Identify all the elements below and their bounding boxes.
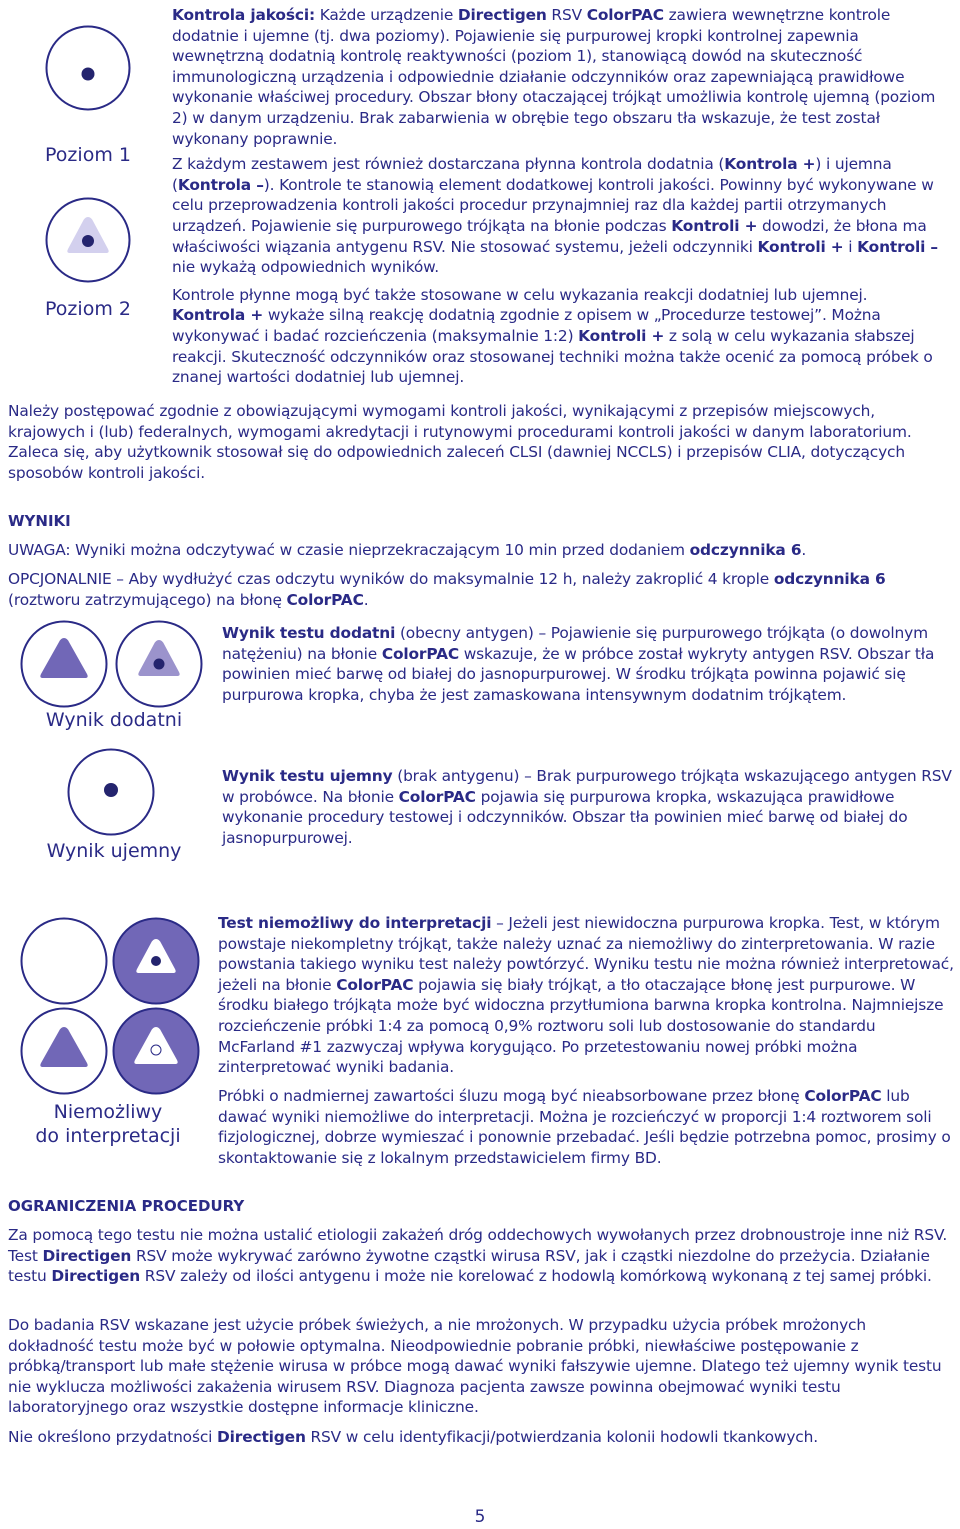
level2-label: Poziom 2 xyxy=(45,298,131,320)
limits-paragraph-3: Nie określono przydatności Directigen RSV w celu identyfikacji/potwierdzania kolonii hodowli tkankowych. xyxy=(8,1428,818,1446)
negative-result-icon xyxy=(67,748,155,836)
invalid-result-text: Test niemożliwy do interpretacji – Jeżeli jest niewidoczna purpurowa kropka. Test, w którym powstaje niekompletny trójkąt, także należy uznać za niemożliwy do zinterpretowania. W razie powstania takiego wyniku test należy powtórzyć. Wyniku testu nie można również interpretować, jeżeli na błonie ColorPAC pojawia się biały trójkąt, a tło otaczające błonę jest purpurowe. W środku białego trójkąta może być widoczna przytłumiona barwna kropka kontrolna. Najmniejsze rozcieńczenie próbki 1:4 za pomocą 0,9% roztworu soli lub dostosowanie do standardu McFarland #1 zazwyczaj wpływa korygująco. Po przetestowaniu nowej próbki można zinterpretować wyniki badania. xyxy=(218,914,954,1077)
positive-result-icon xyxy=(20,620,108,708)
qc-paragraph-4: Należy postępować zgodnie z obowiązującymi wymogami kontroli jakości, wynikającymi z przepisów miejscowych, krajowych i (lub) federalnych, wymogami akredytacji i rutynowymi procedurami kontroli jakości w danym laboratorium. Zaleca się, aby użytkownik stosował się do odpowiednich zaleceń CLSI (dawniej NCCLS) i przepisów CLIA, dotyczących sposobów kontroli jakości. xyxy=(8,402,912,482)
limits-paragraph-1: Za pomocą tego testu nie można ustalić etiologii zakażeń dróg oddechowych wywołanych przez drobnoustroje inne niż RSV. Test Directigen RSV może wykrywać zarówno żywotne cząstki wirusa RSV, jak i cząstki niezdolne do przeżycia. Działanie testu Directigen RSV zależy od ilości antygenu i może nie korelować z hodowlą komórkową wykonaną z tej samej próbki. xyxy=(8,1226,948,1286)
level2-icon xyxy=(45,197,131,283)
invalid-result-icon xyxy=(20,917,220,1095)
qc-text xyxy=(172,5,940,388)
results-note: UWAGA: Wyniki można odczytywać w czasie nieprzekraczającym 10 min przed dodaniem odczynnika 6. xyxy=(8,541,807,559)
negative-result-label: Wynik ujemny xyxy=(46,840,182,862)
results-optional: OPCJONALNIE – Aby wydłużyć czas odczytu wyników do maksymalnie 12 h, należy zakroplić 4 krople odczynnika 6 (roztworu zatrzymującego) na błonę ColorPAC. xyxy=(8,570,886,609)
positive-result-weak-icon xyxy=(115,620,203,708)
qc-paragraph-3: Kontrole płynne mogą być także stosowane w celu wykazania reakcji dodatniej lub ujemnej. Kontrola + wykaże silną reakcję dodatnią zgodnie z opisem w „Procedurze testowej”. Można wykonywać i badać rozcieńczenia (maksymalnie 1:2) Kontroli + z solą w celu wykazania słabszej reakcji. Skuteczność odczynników oraz stosowanej techniki można także ocenić za pomocą próbek o znanej wartości dodatniej lub ujemnej. xyxy=(172,285,933,387)
invalid-result-label-line-1: Niemożliwy xyxy=(53,1101,163,1123)
mucus-text: Próbki o nadmiernej zawartości śluzu mogą być nieabsorbowane przez błonę ColorPAC lub dawać wyniki niemożliwe do interpretacji. Można je rozcieńczyć w proporcji 1:4 roztworem soli fizjologicznej, dobrze wymieszać i ponownie przebadać. Jeśli będzie potrzebna pomoc, prosimy o skontaktowanie się z lokalnym przedstawicielem firmy BD. xyxy=(218,1087,951,1167)
invalid-result-label-line-2: do interpretacji xyxy=(35,1125,181,1147)
positive-result-label: Wynik dodatni xyxy=(45,709,183,731)
qc-paragraph-1: Kontrola jakości: Każde urządzenie Directigen RSV ColorPAC zawiera wewnętrzne kontrole dodatnie i ujemne (tj. dwa poziomy). Pojawienie się purpurowej kropki kontrolnej zapewnia wewnętrzną dodatnią kontrolę reaktywności (poziom 1), stanowiącą dowód na skuteczność immunologiczną urządzenia i odpowiednie działanie odczynników oraz zapewniającą prawidłowe wykonanie właściwej procedury. Obszar błony otaczającej trójkąt umożliwia kontrolę ujemną (poziom 2) w danym urządzeniu. Brak zabarwienia w obrębie tego obszaru tła wskazuje, że test został wykonany poprawnie. xyxy=(172,6,936,148)
qc-paragraph-2: Z każdym zestawem jest również dostarczana płynna kontrola dodatnia (Kontrola +) i ujemna (Kontrola –). Kontrole te stanowią element dodatkowej kontroli jakości. Powinny być wykonywane w celu przeprowadzenia kontroli jakości procedur przynajmniej raz dla każdej partii otrzymanych urządzeń. Pojawienie się purpurowego trójkąta na błonie podczas Kontroli + dowodzi, że błona ma właściwości wiązania antygenu RSV. Nie stosować systemu, jeżeli odczynniki Kontroli + i Kontroli – nie wykażą odpowiednich wyników. xyxy=(172,155,938,277)
invalid-result-label xyxy=(30,1100,186,1148)
limits-heading: OGRANICZENIA PROCEDURY xyxy=(8,1197,245,1215)
positive-result-text: Wynik testu dodatni (obecny antygen) – Pojawienie się purpurowego trójkąta (o dowolnym natężeniu) na błonie ColorPAC wskazuje, że w próbce został wykryty antygen RSV. Obszar tła powinien mieć barwę od białej do jasnopurpurowej. W środku trójkąta powinna pojawić się purpurowa kropka, chyba że jest zamaskowana intensywnym dodatnim trójkątem. xyxy=(222,624,935,704)
limits-paragraph-2: Do badania RSV wskazane jest użycie próbek świeżych, a nie mrożonych. W przypadku użycia próbek mrożonych dokładność testu może być w połowie optymalna. Nieodpowiednie pobranie próbki, niewłaściwe postępowanie z próbką/transport lub małe stężenie wirusa w próbce mogą dawać wyniki fałszywie ujemne. Dlatego też ujemny wynik testu nie wyklucza możliwości zakażenia wirusem RSV. Diagnoza pacjenta zawsze powinna obejmować wyniki testu laboratoryjnego oraz wszystkie dostępne informacje kliniczne. xyxy=(8,1316,942,1417)
page-number: 5 xyxy=(474,1507,486,1527)
level1-icon xyxy=(45,25,131,111)
results-heading: WYNIKI xyxy=(8,512,71,530)
negative-result-text: Wynik testu ujemny (brak antygenu) – Brak purpurowego trójkąta wskazującego antygen RSV w probówce. Na błonie ColorPAC pojawia się purpurowa kropka, wskazująca prawidłowe wykonanie procedury testowej i odczynników. Obszar tła powinien mieć barwę od białej do jasnopurpurowej. xyxy=(222,767,952,847)
level1-label: Poziom 1 xyxy=(45,144,131,166)
